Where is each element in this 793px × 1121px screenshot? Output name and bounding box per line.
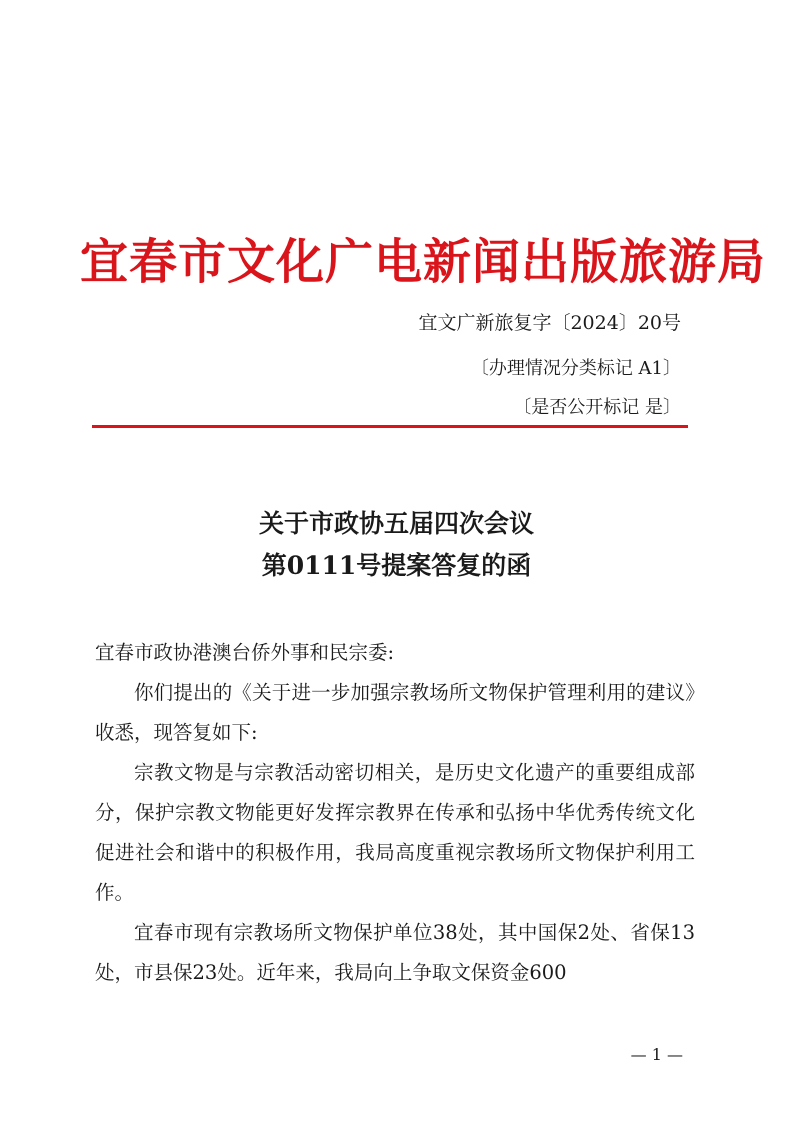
document-title-line-2: 第0111号提案答复的函: [261, 551, 532, 580]
body-paragraph-1: 你们提出的《关于进一步加强宗教场所文物保护管理利用的建议》收悉，现答复如下:: [95, 681, 695, 744]
page-number: — 1 —: [630, 1045, 683, 1064]
letter-body: [95, 633, 695, 993]
document-title-line-1: 关于市政协五届四次会议: [258, 509, 534, 538]
document-number: 宜文广新旅复字〔2024〕20号: [418, 312, 681, 334]
body-paragraph-2: 宗教文物是与宗教活动密切相关，是历史文化遗产的重要组成部分，保护宗教文物能更好发挥宗教界在传承和弘扬中华优秀传统文化促进社会和谐中的积极作用，我局高度重视宗教场所文物保护利用工作。: [95, 761, 695, 904]
issuing-organization-title: 宜春市文化广电新闻出版旅游局: [80, 234, 767, 290]
public-mark: 〔是否公开标记 是〕: [513, 397, 681, 418]
red-separator-line: [92, 425, 688, 428]
body-paragraph-3: 宜春市现有宗教场所文物保护单位38处，其中国保2处、省保13处，市县保23处。近年来，我局向上争取文保资金600: [95, 921, 695, 984]
category-mark: 〔办理情况分类标记 A1〕: [470, 358, 681, 379]
salutation: 宜春市政协港澳台侨外事和民宗委:: [95, 641, 395, 664]
